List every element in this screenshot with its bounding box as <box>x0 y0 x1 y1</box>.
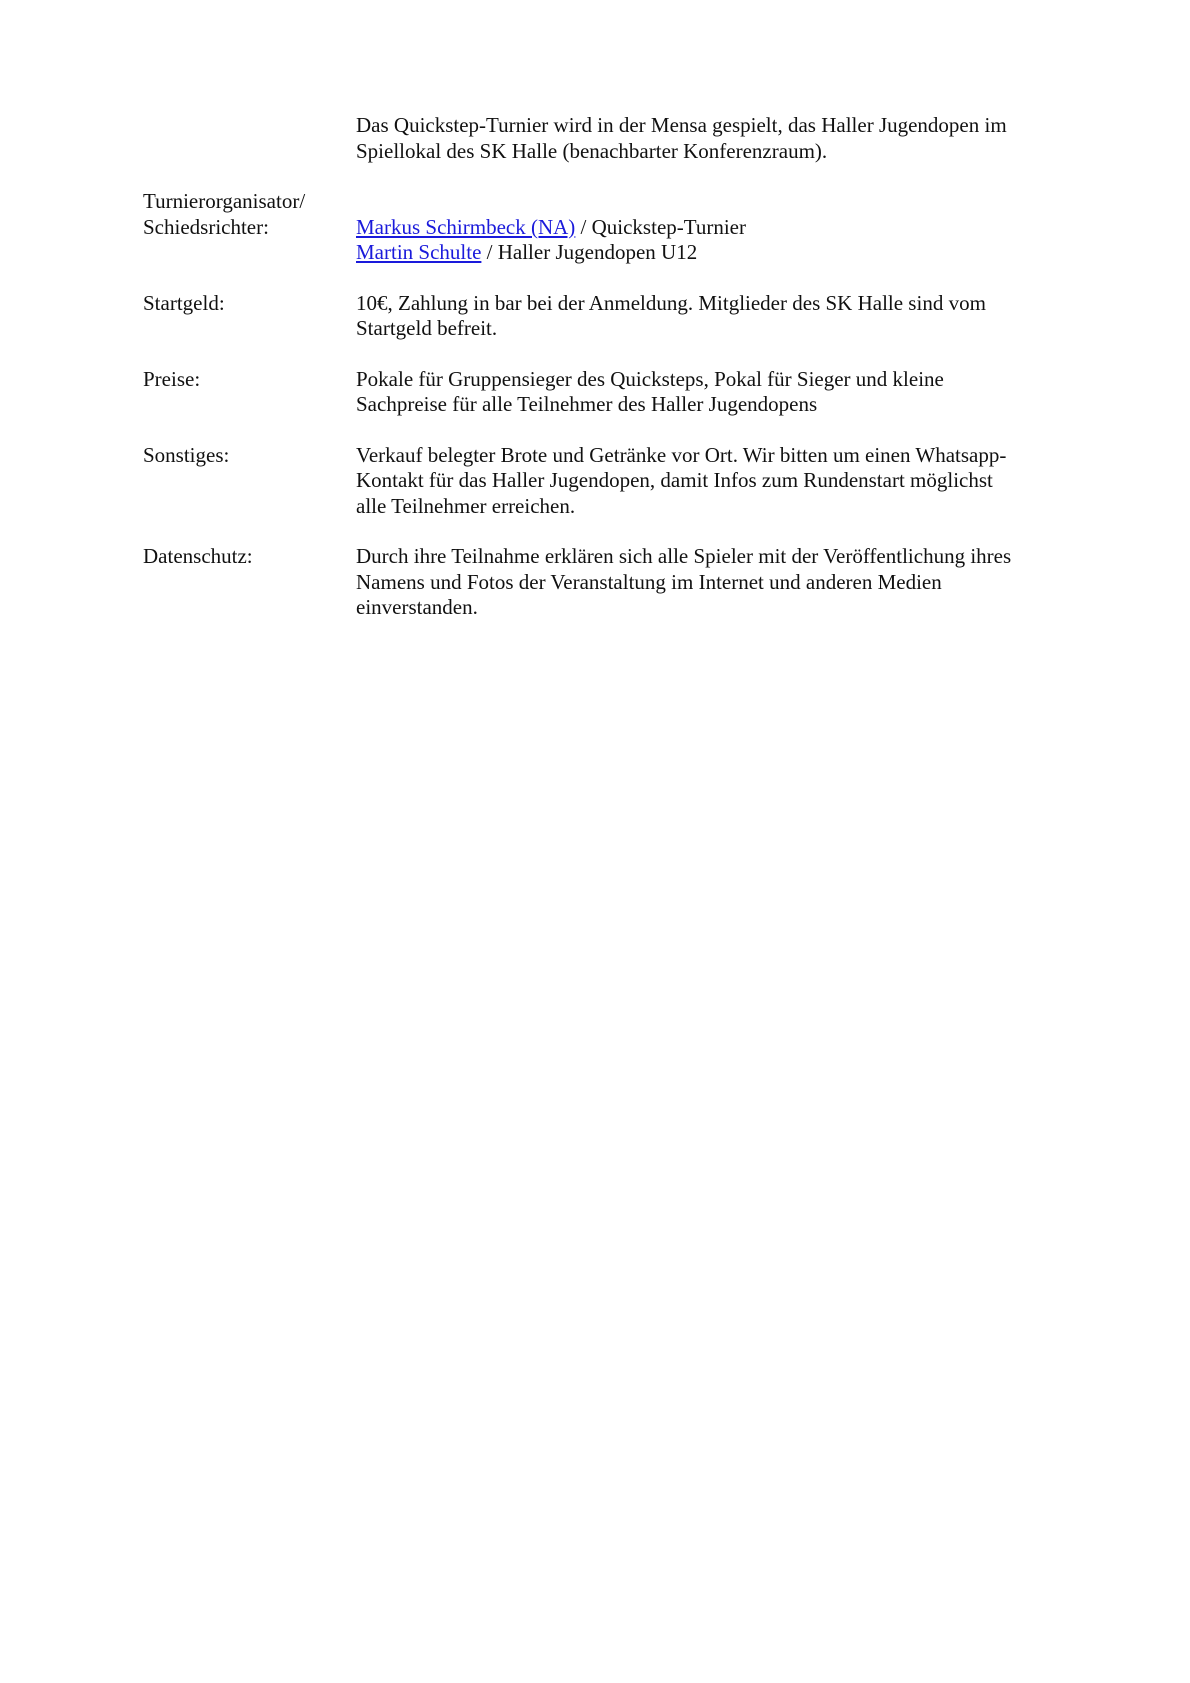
organizer-row <box>143 189 1083 266</box>
document-content <box>143 113 1083 646</box>
intro-line-1: Das Quickstep-Turnier wird in der Mensa gespielt, das Haller Jugendopen im <box>356 113 1007 137</box>
sonstiges-label: Sonstiges: <box>143 442 230 467</box>
organizer-value <box>356 189 1083 266</box>
intro-line-2: Spiellokal des SK Halle (benachbarter Konferenzraum). <box>356 138 828 163</box>
sonstiges-line-2: Kontakt für das Haller Jugendopen, damit Infos zum Rundenstart möglichst <box>356 468 993 492</box>
datenschutz-line-3: einverstanden. <box>356 595 478 619</box>
organizer-label <box>143 189 356 240</box>
preise-line-2: Sachpreise für alle Teilnehmer des Haller Jugendopens <box>356 392 818 416</box>
organizer-entry-2 <box>356 240 1083 266</box>
organizer-entry-2-text: / Haller Jugendopen U12 <box>481 240 698 264</box>
preise-label: Preise: <box>143 366 201 391</box>
preise-line-1: Pokale für Gruppensieger des Quicksteps, Pokal für Sieger und kleine <box>356 366 944 391</box>
datenschutz-value <box>356 544 1083 621</box>
organizer-entry-1 <box>356 215 1083 241</box>
datenschutz-line-2: Namens und Fotos der Veranstaltung im Internet und anderen Medien <box>356 569 942 594</box>
organizer-label-line-2: Schiedsrichter: <box>143 214 269 239</box>
preise-row <box>143 367 1083 418</box>
markus-schirmbeck-link[interactable]: Markus Schirmbeck (NA) <box>356 214 576 239</box>
sonstiges-line-1: Verkauf belegter Brote und Getränke vor Ort. Wir bitten um einen Whatsapp- <box>356 442 1007 467</box>
preise-value <box>356 367 1083 418</box>
organizer-label-line-1: Turnierorganisator/ <box>143 189 306 213</box>
startgeld-value <box>356 291 1083 342</box>
organizer-value-spacer <box>356 189 1083 215</box>
startgeld-row <box>143 291 1083 342</box>
datenschutz-line-1: Durch ihre Teilnahme erklären sich alle Spieler mit der Veröffentlichung ihres <box>356 544 1012 568</box>
intro-text <box>356 113 1083 164</box>
startgeld-label: Startgeld: <box>143 290 225 315</box>
startgeld-line-1: 10€, Zahlung in bar bei der Anmeldung. Mitglieder des SK Halle sind vom <box>356 290 986 315</box>
martin-schulte-link[interactable]: Martin Schulte <box>356 240 482 264</box>
intro-row <box>143 113 1083 164</box>
organizer-entry-1-text: / Quickstep-Turnier <box>575 214 746 239</box>
sonstiges-value <box>356 443 1083 520</box>
sonstiges-line-3: alle Teilnehmer erreichen. <box>356 493 576 518</box>
startgeld-line-2: Startgeld befreit. <box>356 316 498 340</box>
datenschutz-label: Datenschutz: <box>143 544 253 568</box>
datenschutz-row <box>143 544 1083 621</box>
sonstiges-row <box>143 443 1083 520</box>
